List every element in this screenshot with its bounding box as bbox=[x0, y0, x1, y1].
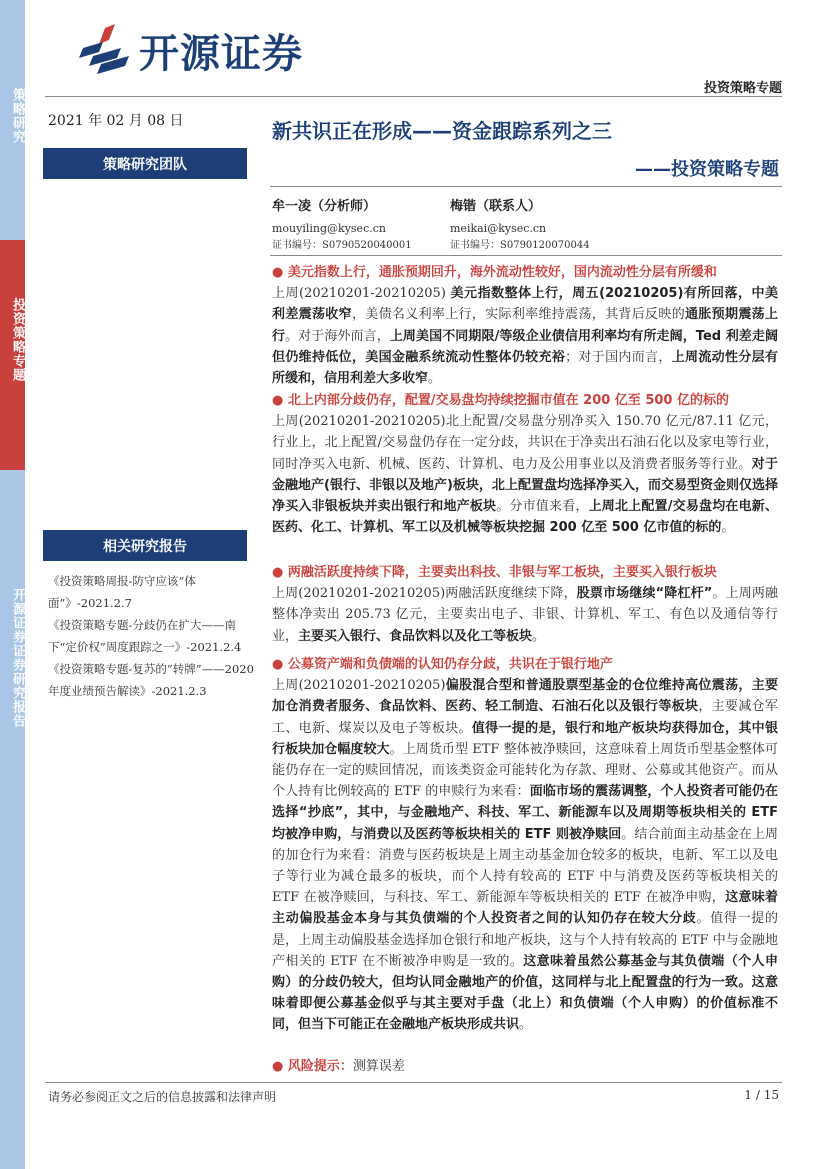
emphasis-text: 主要买入银行、食品饮料以及化工等板块 bbox=[298, 628, 533, 644]
body-text: ；对于国内而言， bbox=[565, 349, 672, 365]
related-report-item[interactable]: 《投资策略专题-分歧仍在扩大——南下“定价权”周度跟踪之一》-2021.2.4 bbox=[48, 618, 242, 654]
emphasis-text: 上周流动性分层有所缓和，信用利差大多收窄 bbox=[272, 349, 778, 387]
section-body bbox=[272, 675, 778, 1035]
body-text: ，美债名义利率上行，实际利率维持震荡，其背后反映的 bbox=[351, 307, 686, 323]
emphasis-text: 通胀预期震荡上行 bbox=[272, 307, 778, 344]
report-subtitle: ——投资策略专题 bbox=[635, 159, 779, 180]
sidebar-strip-top: 策略研究 bbox=[0, 0, 25, 240]
bullet-icon: ● bbox=[272, 657, 288, 672]
related-reports-heading: 相关研究报告 bbox=[43, 530, 247, 561]
body-text: ，主要减仓军工、电新、煤炭以及电子等板块。 bbox=[272, 699, 778, 736]
section-body bbox=[272, 283, 778, 389]
risk-label: 风险提示： bbox=[287, 1059, 353, 1074]
footer-divider bbox=[45, 1082, 782, 1083]
title-divider bbox=[270, 186, 782, 187]
footer-disclaimer[interactable]: 请务必参阅正文之后的信息披露和法律声明 bbox=[48, 1090, 277, 1104]
company-logo bbox=[75, 22, 303, 79]
emphasis-text: 偏股混合型和普通股票型基金的仓位维持高位震荡，主要加仓消费者服务、食品饮料、医药、轻工制造、石油石化以及银行等板块 bbox=[272, 678, 778, 715]
related-report-item[interactable]: 《投资策略专题-复苏的“转牌”——2020 年度业绩预告解读》-2021.2.3 bbox=[48, 662, 254, 698]
emphasis-text: 股票市场继续“降杠杆” bbox=[576, 586, 713, 602]
body-text: 上周(20210201-20210205) bbox=[272, 286, 451, 302]
related-report-item[interactable]: 《投资策略周报-防守应该“体面”》-2021.2.7 bbox=[48, 574, 196, 610]
analyst-name: 牟一凌（分析师） bbox=[272, 199, 377, 214]
sidebar-strip-bottom: 开源证券证券研究报告 bbox=[0, 470, 25, 1169]
section-body bbox=[272, 411, 778, 538]
emphasis-text: 这意味着虽然公募基金与其负债端（个人申购）的分歧仍较大，但均认同金融地产的价值，这同样与北上配置盘的行为一致。这意味着即便公募基金似乎与其主要对手盘（北上）和负债端（个人申购）的价值标准不同，但当下可能正在金融地产板块形成共识 bbox=[272, 953, 778, 1033]
emphasis-text: 上周北上配置/交易盘均在电新、医药、化工、计算机、军工以及机械等板块挖掘 200 亿至 500 亿市值的标的 bbox=[272, 499, 778, 536]
body-text: 。 bbox=[532, 628, 546, 644]
body-text: 。上周货币型 ETF 整体被净赎回，这意味着上周货币型基金整体可能仍存在一定的赎回情况，而该类资金可能转化为存款、理财、公募或其他资产。而从个人持有比例较高的 ETF 的申赎行为来看： bbox=[272, 741, 778, 800]
section-1 bbox=[272, 262, 778, 389]
body-text: 上周(20210201-20210205)北上配置/交易盘分别净买入 150.70 亿元/87.11 亿元，行业上，北上配置/交易盘仍存在一定分歧，共识在于净卖出石油石化以及家电等行业，同时净买入电新、机械、医药、计算机、电力及公用事业以及消费者服务等行业。 bbox=[272, 414, 778, 472]
bullet-icon: ● bbox=[272, 393, 288, 408]
body-text: 。值得一提的是，上周主动偏股基金选择加仓银行和地产板块，这与个人持有较高的 ETF 中与金融地产相关的 ETF 在不断被净申购是一致的。 bbox=[272, 911, 778, 969]
contact-cert: 证书编号：S0790120070044 bbox=[450, 240, 590, 251]
section-heading: 北上内部分歧仍存，配置/交易盘均持续挖掘市值在 200 亿至 500 亿的标的 bbox=[287, 393, 729, 408]
section-2 bbox=[272, 390, 778, 538]
body-text: 。结合前面主动基金在上周的加仓行为来看：消费与医药板块是上周主动基金加仓较多的板块，电新、军工以及电子等行业为减仓最多的板块，而个人持有较高的 ETF 中与消费及医药等板块相关的 ETF 在被净赎回，与科技、军工、新能源车等板块相关的 ETF 在被净申购， bbox=[272, 826, 778, 906]
emphasis-text: 这意味着主动偏股基金本身与其负债端的个人投资者之间的认知仍存在较大分歧 bbox=[272, 890, 778, 927]
related-reports-list bbox=[48, 570, 258, 702]
emphasis-text: 面临市场的震荡调整，个人投资者可能仍在选择“抄底”，其中，与金融地产、科技、军工、新能源车以及周期等板块相关的 ETF 均被净申购，与消费以及医药等板块相关的 ETF 则被净赎回 bbox=[272, 784, 778, 842]
page-number: 1 / 15 bbox=[744, 1088, 779, 1102]
emphasis-text: 对于金融地产(银行、非银以及地产)板块，北上配置盘均选择净买入，而交易型资金则仅选择净买入非银板块并卖出银行和地产板块 bbox=[272, 456, 778, 515]
risk-text: 测算误差 bbox=[352, 1059, 405, 1074]
bullet-icon: ● bbox=[272, 1059, 288, 1074]
body-text: 。分市值来看， bbox=[496, 499, 589, 515]
analyst-divider bbox=[270, 255, 782, 256]
emphasis-text: 值得一提的是，银行和地产板块均获得加仓，其中银行板块加仓幅度较大 bbox=[272, 720, 778, 757]
body-text: 。 bbox=[519, 1017, 533, 1033]
report-title: 新共识正在形成——资金跟踪系列之三 bbox=[272, 119, 612, 143]
body-text: 。 bbox=[721, 520, 735, 536]
section-body bbox=[272, 583, 778, 647]
body-text: 。对于海外而言， bbox=[285, 328, 390, 344]
section-3 bbox=[272, 562, 778, 647]
bullet-icon: ● bbox=[272, 565, 288, 580]
sidebar-strip-mid: 投资策略专题 bbox=[0, 240, 25, 470]
contact-name: 梅锴（联系人） bbox=[450, 199, 542, 214]
risk-note bbox=[272, 1056, 778, 1077]
report-date: 2021 年 02 月 08 日 bbox=[48, 113, 184, 129]
section-heading: 公募资产端和负债端的认知仍存分歧，共识在于银行地产 bbox=[287, 657, 613, 672]
logo-text: 开源证券 bbox=[139, 31, 303, 77]
section-heading: 美元指数上行，通胀预期回升，海外流动性较好，国内流动性分层有所缓和 bbox=[287, 265, 717, 280]
body-text: 。 bbox=[428, 371, 442, 387]
section-4 bbox=[272, 654, 778, 1036]
logo-mark-icon bbox=[75, 24, 133, 78]
emphasis-text: 美元指数整体上行，周五(20210205)有所回落，中美利差震荡收窄 bbox=[272, 286, 778, 323]
bullet-icon: ● bbox=[272, 265, 288, 280]
contact-email[interactable]: meikai@kysec.cn bbox=[450, 222, 547, 235]
body-text: 上周(20210201-20210205)两融活跃度继续下降， bbox=[272, 586, 577, 602]
contact-card bbox=[450, 198, 590, 254]
analyst-email[interactable]: mouyiling@kysec.cn bbox=[272, 222, 386, 235]
analyst-card bbox=[272, 198, 412, 254]
analyst-cert: 证书编号：S0790520040001 bbox=[272, 240, 412, 251]
team-box: 策略研究团队 bbox=[43, 148, 247, 179]
body-text: 上周(20210201-20210205) bbox=[272, 678, 446, 694]
report-category: 投资策略专题 bbox=[703, 81, 782, 96]
section-heading: 两融活跃度持续下降，主要卖出科技、非银与军工板块，主要买入银行板块 bbox=[287, 565, 717, 580]
header-divider bbox=[45, 96, 782, 97]
body-text: 。上周两融整体净卖出 205.73 亿元，主要卖出电子、非银、计算机、军工、有色以及通信等行业， bbox=[272, 586, 778, 644]
emphasis-text: 上周美国不同期限/等级企业债信用利率均有所走阔，Ted 利差走阔但仍维持低位，美国金融系统流动性整体仍较充裕 bbox=[272, 328, 778, 365]
